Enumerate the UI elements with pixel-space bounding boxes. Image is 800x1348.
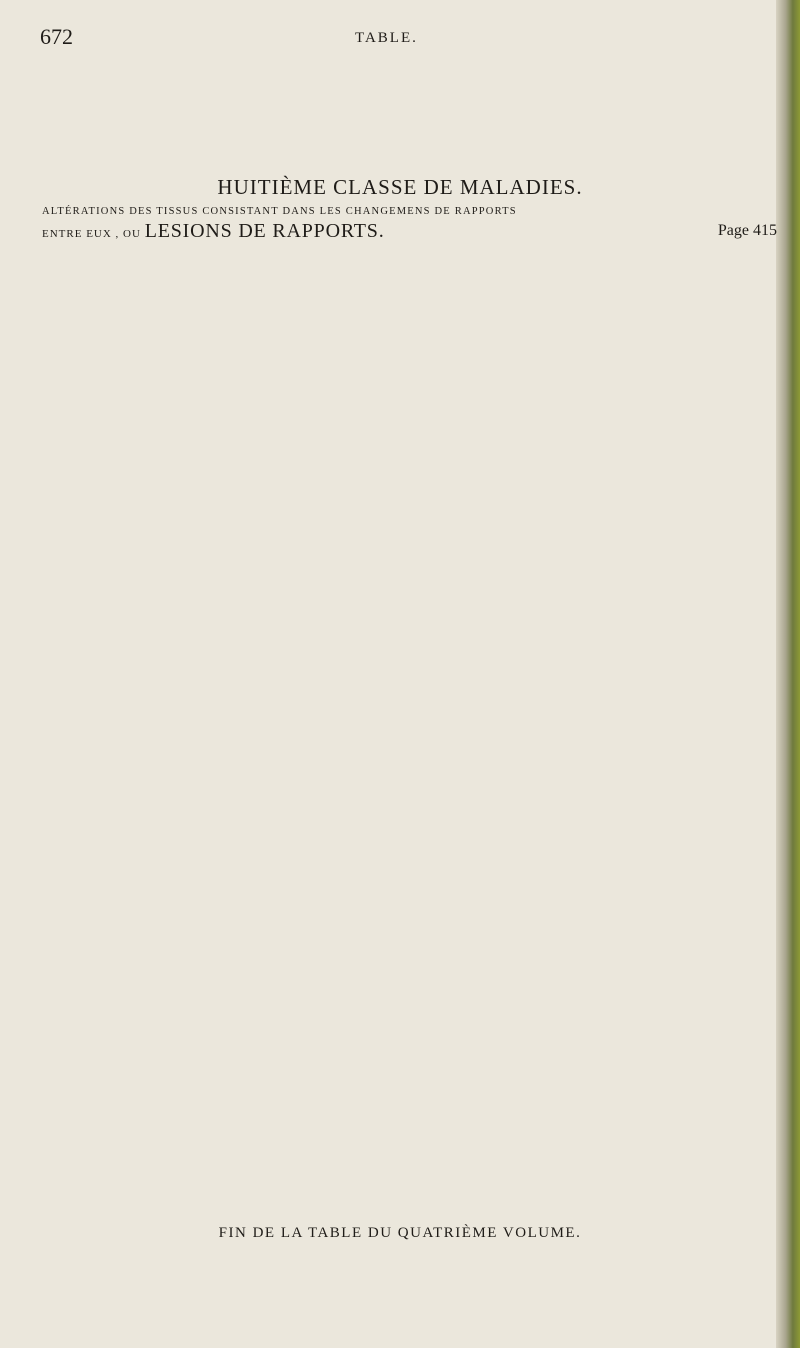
page-number: 672	[40, 24, 73, 49]
section-heading-prefix: ENTRE EUX , OU	[42, 228, 145, 240]
section-heading-line2	[42, 220, 777, 244]
running-head: TABLE.	[355, 30, 418, 46]
page-edge	[776, 0, 800, 1348]
end-of-table-note: FIN DE LA TABLE DU QUATRIÈME VOLUME.	[218, 1225, 582, 1241]
section-page-label: Page 415	[717, 222, 777, 239]
section-heading-title: LESIONS DE RAPPORTS.	[144, 220, 385, 242]
section-heading-line1: ALTÉRATIONS DES TISSUS CONSISTANT DANS LES CHANGEMENS DE RAPPORTS	[42, 206, 517, 217]
page-header	[40, 24, 740, 64]
class-title: HUITIÈME CLASSE DE MALADIES.	[217, 175, 583, 199]
